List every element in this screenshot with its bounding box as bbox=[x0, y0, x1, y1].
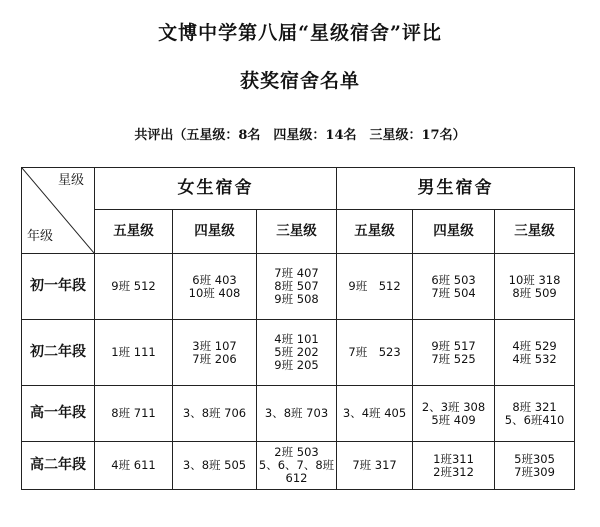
dorm-cell bbox=[337, 320, 413, 386]
table-row bbox=[22, 386, 575, 442]
corner-header-cell bbox=[22, 168, 95, 254]
dorm-entry: 8班 507 bbox=[274, 279, 319, 293]
dorm-entry: 3、8班 505 bbox=[182, 458, 247, 472]
dorm-entry: 1班311 bbox=[433, 451, 474, 466]
dorm-cell bbox=[413, 320, 495, 386]
dorm-cell bbox=[413, 442, 495, 490]
female-star-level-header: 四星级 bbox=[173, 210, 257, 254]
dorm-cell bbox=[95, 442, 173, 490]
dorm-entry: 7班 317 bbox=[352, 458, 397, 472]
grade-cell: 高二年段 bbox=[22, 442, 95, 490]
dorm-entry: 4班 529 bbox=[512, 338, 557, 353]
dorm-entry: 3、8班 703 bbox=[264, 406, 329, 420]
dorm-entry: 612 bbox=[285, 471, 308, 485]
dorm-entry: 8班 509 bbox=[512, 285, 557, 300]
dorm-entry: 9班 512 bbox=[111, 279, 156, 293]
dorm-entry: 3、8班 706 bbox=[182, 406, 247, 420]
female-star-level-header: 三星级 bbox=[257, 210, 337, 254]
dorm-entry: 7班 407 bbox=[274, 266, 319, 280]
dorm-entry: 2、3班 308 bbox=[421, 399, 486, 414]
dorm-entry: 9班 205 bbox=[274, 358, 319, 372]
male-star-level-header: 三星级 bbox=[495, 210, 575, 254]
male-star-level-header: 五星级 bbox=[337, 210, 413, 254]
dorm-cell bbox=[173, 320, 257, 386]
document-title: 文博中学第八届“星级宿舍”评比 bbox=[158, 22, 442, 44]
dorm-cell bbox=[413, 254, 495, 320]
dorm-entry: 5班 409 bbox=[431, 412, 476, 427]
dorm-cell bbox=[495, 254, 575, 320]
dorm-entry: 9班 512 bbox=[348, 279, 401, 293]
female-dorm-header: 女生宿舍 bbox=[95, 168, 337, 210]
dorm-entry: 6班 403 bbox=[192, 272, 237, 287]
dorm-cell bbox=[95, 320, 173, 386]
dorm-entry: 9班 517 bbox=[431, 338, 476, 353]
dorm-entry: 5、6班410 bbox=[504, 412, 565, 427]
male-dorm-header: 男生宿舍 bbox=[337, 168, 575, 210]
award-summary: 共评出（五星级：8名 四星级：14名 三星级：17名） bbox=[134, 128, 466, 143]
female-star-level-header: 五星级 bbox=[95, 210, 173, 254]
grade-cell: 初一年段 bbox=[22, 254, 95, 320]
dorm-entry: 7班309 bbox=[514, 464, 555, 479]
dorm-entry: 4班 611 bbox=[111, 458, 156, 472]
dorm-entry: 7班 525 bbox=[431, 351, 476, 366]
award-table bbox=[21, 167, 575, 490]
dorm-cell bbox=[95, 386, 173, 442]
dorm-entry: 10班 408 bbox=[188, 285, 241, 300]
table-row bbox=[22, 320, 575, 386]
dorm-entry: 5班 202 bbox=[274, 345, 319, 359]
dorm-cell bbox=[173, 386, 257, 442]
dorm-entry: 7班 523 bbox=[348, 345, 401, 359]
dorm-cell bbox=[495, 386, 575, 442]
dorm-entry: 2班 503 bbox=[274, 445, 319, 459]
dorm-cell bbox=[257, 386, 337, 442]
dorm-cell bbox=[495, 320, 575, 386]
document-subtitle: 获奖宿舍名单 bbox=[239, 70, 360, 92]
dorm-cell bbox=[413, 386, 495, 442]
dorm-cell bbox=[95, 254, 173, 320]
section-header-row bbox=[22, 168, 575, 210]
table-row bbox=[22, 442, 575, 490]
dorm-entry: 8班 711 bbox=[111, 406, 156, 420]
dorm-cell bbox=[173, 442, 257, 490]
dorm-entry: 2班312 bbox=[433, 464, 474, 479]
dorm-entry: 3、4班 405 bbox=[342, 406, 407, 420]
dorm-cell bbox=[173, 254, 257, 320]
corner-star-label: 星级 bbox=[57, 173, 84, 188]
dorm-entry: 5、6、7、8班 bbox=[258, 458, 335, 472]
dorm-cell bbox=[337, 442, 413, 490]
male-star-level-header: 四星级 bbox=[413, 210, 495, 254]
dorm-entry: 3班 107 bbox=[192, 338, 237, 353]
dorm-entry: 1班 111 bbox=[111, 345, 156, 359]
dorm-cell bbox=[257, 442, 337, 490]
dorm-cell bbox=[337, 386, 413, 442]
dorm-entry: 4班 532 bbox=[512, 351, 557, 366]
table-row bbox=[22, 254, 575, 320]
dorm-entry: 4班 101 bbox=[274, 332, 319, 346]
dorm-cell bbox=[257, 254, 337, 320]
star-level-header-row bbox=[22, 210, 575, 254]
dorm-entry: 10班 318 bbox=[508, 272, 561, 287]
dorm-cell bbox=[257, 320, 337, 386]
dorm-entry: 5班305 bbox=[514, 451, 555, 466]
dorm-entry: 7班 504 bbox=[431, 285, 476, 300]
grade-cell: 初二年段 bbox=[22, 320, 95, 386]
dorm-cell bbox=[337, 254, 413, 320]
dorm-entry: 8班 321 bbox=[512, 399, 557, 414]
dorm-cell bbox=[495, 442, 575, 490]
dorm-entry: 9班 508 bbox=[274, 292, 319, 306]
dorm-entry: 6班 503 bbox=[431, 272, 476, 287]
corner-grade-label: 年级 bbox=[27, 229, 54, 244]
grade-cell: 高一年段 bbox=[22, 386, 95, 442]
dorm-entry: 7班 206 bbox=[192, 351, 237, 366]
